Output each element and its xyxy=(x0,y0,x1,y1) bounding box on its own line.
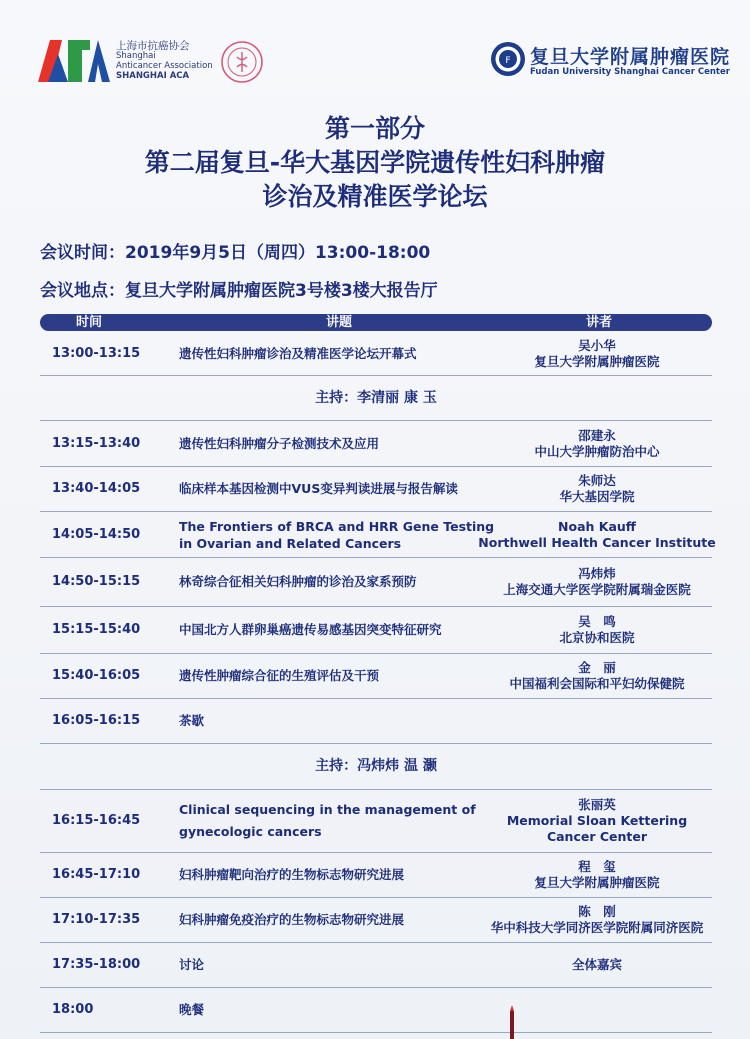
table-row xyxy=(40,853,712,898)
table-row xyxy=(40,512,716,558)
row-time: 14:50-15:15 xyxy=(52,574,141,589)
row-speaker xyxy=(472,957,722,973)
row-time: 18:00 xyxy=(52,1002,94,1017)
topic-line: 妇科肿瘤免疫治疗的生物标志物研究进展 xyxy=(179,912,405,927)
speaker-affiliation: 中山大学肿瘤防治中心 xyxy=(534,443,660,459)
header-topic: 讲题 xyxy=(326,315,353,330)
society-seal-icon xyxy=(220,40,264,84)
speaker-name: Noah Kauff xyxy=(558,518,636,534)
meeting-place: 会议地点：复旦大学附属肿瘤医院3号楼3楼大报告厅 xyxy=(40,281,438,301)
speaker-name: 朱师达 xyxy=(578,473,616,488)
speaker-affiliation: Cancer Center xyxy=(546,829,648,844)
row-speaker xyxy=(472,660,722,692)
row-topic xyxy=(179,1002,204,1018)
hospital-name-en: Fudan University Shanghai Cancer Center xyxy=(530,67,730,77)
row-time: 13:15-13:40 xyxy=(52,435,141,451)
row-topic xyxy=(179,574,417,590)
speaker-affiliation: 上海交通大学医学院附属瑞金医院 xyxy=(503,582,691,597)
speaker-affiliation: 北京协和医院 xyxy=(559,630,635,645)
meeting-time: 会议时间：2019年9月5日（周四）13:00-18:00 xyxy=(40,243,431,263)
host-row: 主持：冯炜炜 温 灏 xyxy=(40,744,712,790)
topic-line: in Ovarian and Related Cancers xyxy=(179,535,402,551)
host-row: 主持：李清丽 康 玉 xyxy=(40,376,712,421)
row-time: 15:15-15:40 xyxy=(52,622,141,637)
row-topic xyxy=(179,957,204,973)
table-row xyxy=(40,467,712,512)
topic-line: 遗传性妇科肿瘤分子检测技术及应用 xyxy=(179,435,380,451)
row-time: 14:05-14:50 xyxy=(52,526,141,542)
table-row xyxy=(40,332,712,376)
speaker-name: 冯炜炜 xyxy=(578,566,616,581)
topic-line: gynecologic cancers xyxy=(179,824,322,839)
svg-text:F: F xyxy=(505,56,511,66)
table-row xyxy=(40,790,712,853)
header-speaker: 讲者 xyxy=(586,315,613,330)
header xyxy=(0,0,750,110)
row-speaker xyxy=(472,338,722,370)
row-time: 13:00-13:15 xyxy=(52,345,141,361)
topic-line: 临床样本基因检测中VUS变异判读进展与报告解读 xyxy=(179,481,458,496)
topic-line: 讨论 xyxy=(179,957,205,972)
topic-line: 林奇综合征相关妇科肿瘤的诊治及家系预防 xyxy=(179,574,417,589)
table-row xyxy=(40,943,712,988)
row-topic xyxy=(179,436,379,452)
row-topic xyxy=(179,799,476,843)
forum-title-line2: 诊治及精准医学论坛 xyxy=(262,182,488,211)
speaker-affiliation: Memorial Sloan Kettering xyxy=(506,813,688,828)
row-speaker xyxy=(472,428,722,460)
topic-line: 妇科肿瘤靶向治疗的生物标志物研究进展 xyxy=(179,867,405,882)
row-speaker xyxy=(472,566,722,598)
topic-line: 遗传性肿瘤综合征的生殖评估及干预 xyxy=(179,668,380,683)
hospital-name-cn: 复旦大学附属肿瘤医院 xyxy=(530,46,731,68)
table-row xyxy=(40,607,712,654)
row-speaker xyxy=(472,859,722,891)
table-row xyxy=(40,421,712,467)
aca-name-en-2: Anticancer Association xyxy=(116,61,213,71)
aca-logo-icon xyxy=(38,40,110,82)
row-topic xyxy=(179,668,379,684)
row-topic xyxy=(179,518,494,552)
speaker-affiliation: 复旦大学附属肿瘤医院 xyxy=(534,875,660,890)
row-time: 17:35-18:00 xyxy=(52,957,141,972)
title-block xyxy=(0,112,750,214)
speaker-name: 金 丽 xyxy=(578,660,616,675)
fudan-emblem-icon xyxy=(490,41,526,77)
row-topic xyxy=(179,912,404,928)
row-speaker xyxy=(472,614,722,646)
speaker-name: 程 玺 xyxy=(578,859,616,874)
table-row xyxy=(40,558,712,607)
speaker-name: 陈 刚 xyxy=(578,904,616,919)
speaker-affiliation: 复旦大学附属肿瘤医院 xyxy=(534,353,660,369)
aca-name-en-3: SHANGHAI ACA xyxy=(116,71,190,81)
row-time: 16:15-16:45 xyxy=(52,813,141,828)
table-row xyxy=(40,988,712,1033)
row-topic xyxy=(179,346,417,362)
speaker-affiliation: 华大基因学院 xyxy=(559,489,635,504)
table-row xyxy=(40,898,712,943)
speaker-name: 吴 鸣 xyxy=(578,614,616,629)
topic-line: The Frontiers of BRCA and HRR Gene Testing xyxy=(179,518,495,534)
row-topic xyxy=(179,481,458,497)
topic-line: 晚餐 xyxy=(179,1002,205,1017)
table-row xyxy=(40,654,712,699)
speaker-name: 吴小华 xyxy=(578,337,616,353)
speaker-affiliation: 中国福利会国际和平妇幼保健院 xyxy=(509,676,685,691)
aca-name-cn: 上海市抗癌协会 xyxy=(116,40,190,52)
row-time: 17:10-17:35 xyxy=(52,912,141,927)
aca-name-en-1: Shanghai xyxy=(116,51,156,61)
speaker-name: 张丽英 xyxy=(578,797,616,812)
table-header xyxy=(40,314,712,331)
speaker-name: 邵建永 xyxy=(578,427,616,443)
row-speaker xyxy=(472,797,722,845)
row-topic xyxy=(179,867,404,883)
row-speaker xyxy=(472,473,722,505)
row-time: 13:40-14:05 xyxy=(52,481,141,496)
forum-title-line1: 第二届复旦-华大基因学院遗传性妇科肿瘤 xyxy=(144,148,606,177)
aca-name xyxy=(116,41,213,81)
pen-icon xyxy=(505,1005,519,1039)
row-time: 16:45-17:10 xyxy=(52,867,141,882)
speaker-name: 全体嘉宾 xyxy=(571,957,622,972)
topic-line: 中国北方人群卵巢癌遗传易感基因突变特征研究 xyxy=(179,622,442,637)
topic-line: 茶歇 xyxy=(179,713,205,728)
row-time: 15:40-16:05 xyxy=(52,668,141,683)
row-speaker xyxy=(472,519,722,551)
table-row xyxy=(40,699,712,744)
speaker-affiliation: Northwell Health Cancer Institute xyxy=(478,534,716,550)
topic-line: 遗传性妇科肿瘤诊治及精准医学论坛开幕式 xyxy=(179,345,417,361)
topic-line: Clinical sequencing in the management of xyxy=(179,802,476,817)
row-topic xyxy=(179,713,204,729)
part-title: 第一部分 xyxy=(324,114,425,143)
row-topic xyxy=(179,622,442,638)
row-speaker xyxy=(472,904,722,936)
speaker-affiliation: 华中科技大学同济医学院附属同济医院 xyxy=(490,920,704,935)
header-time: 时间 xyxy=(76,315,103,330)
row-time: 16:05-16:15 xyxy=(52,713,141,728)
